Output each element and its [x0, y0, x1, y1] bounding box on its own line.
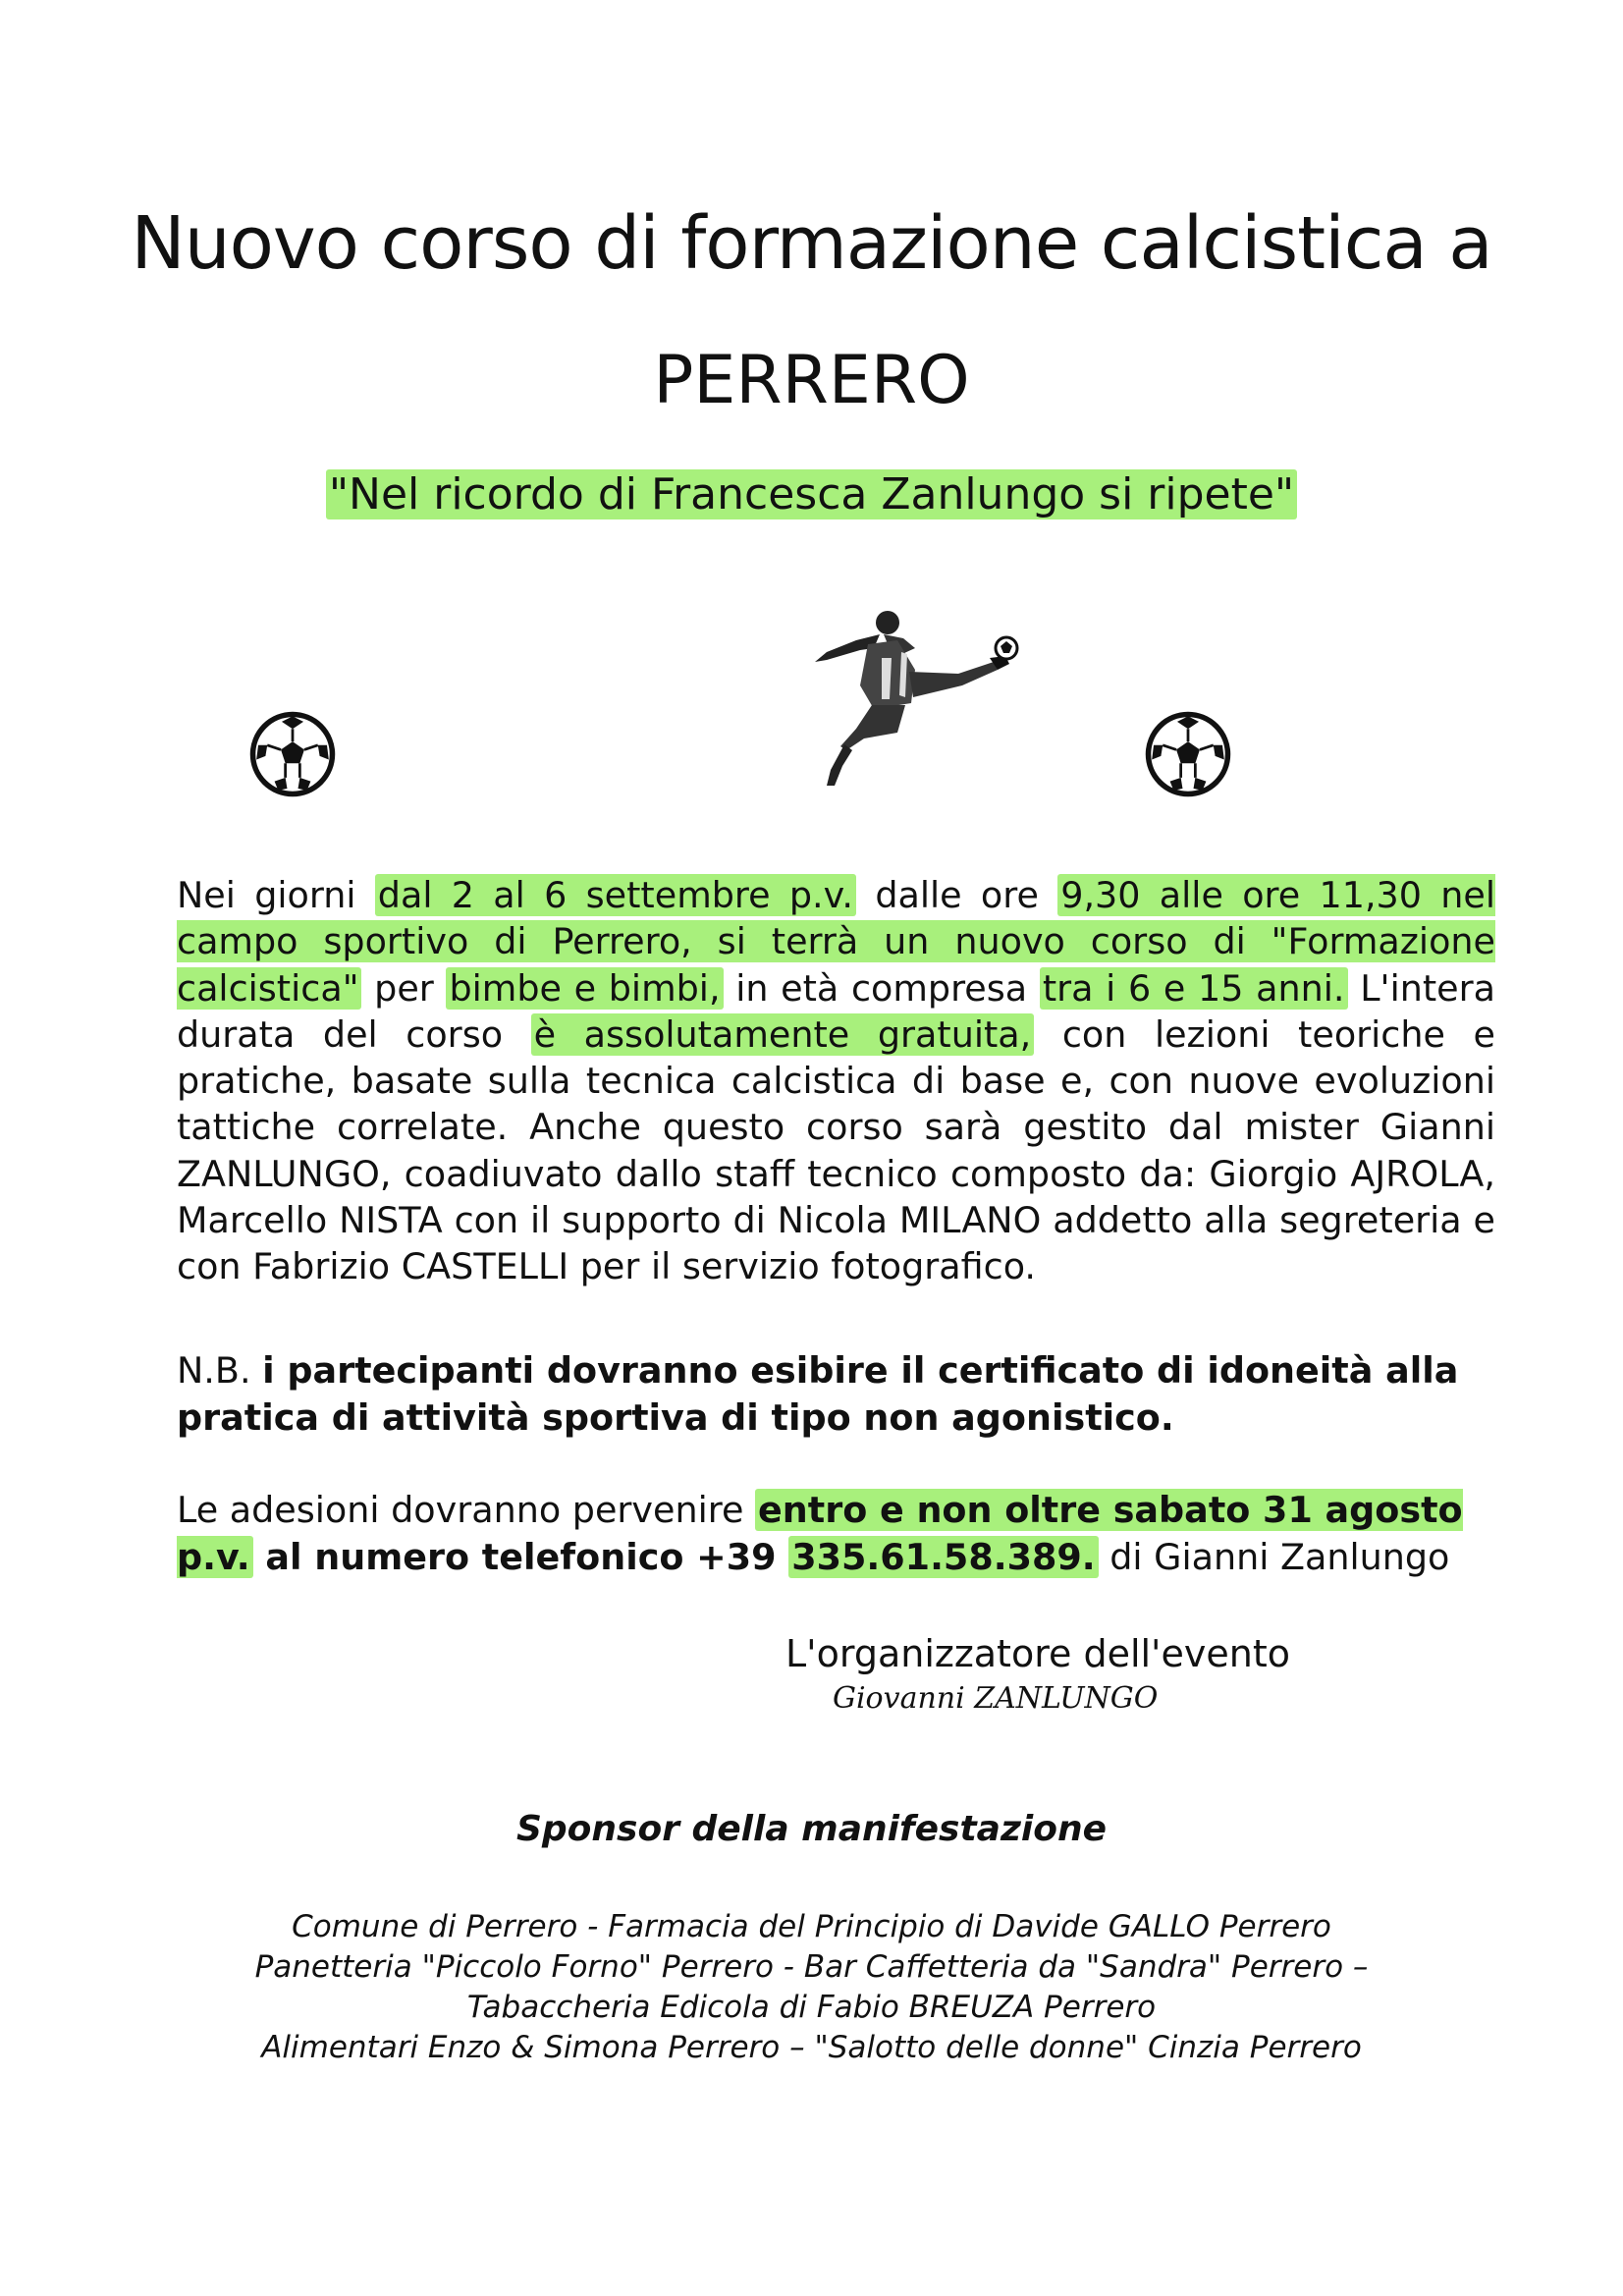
organizer-signature: Giovanni ZANLUNGO — [833, 1681, 1159, 1716]
body-text: dalle ore — [856, 874, 1058, 916]
course-description — [177, 872, 1495, 1290]
body-highlight: 9,30 alle ore 11,30 nel campo sportivo di Perrero, si terrà un nuovo corso di "Formazione calcistica" — [177, 874, 1496, 1010]
sponsor-line: Panetteria "Piccolo Forno" Perrero - Bar Caffetteria da "Sandra" Perrero – — [254, 1949, 1369, 1985]
page-title-line2: PERRERO — [653, 342, 970, 419]
sponsor-title-rest: della manifestazione — [678, 1809, 1108, 1849]
sponsor-line: Tabaccheria Edicola di Fabio BREUZA Perrero — [466, 1990, 1157, 2025]
body-highlight: tra i 6 e 15 anni. — [1040, 967, 1348, 1010]
soccer-player-kicking-icon — [766, 601, 1021, 807]
page-title-line1: Nuovo corso di formazione calcistica a — [131, 201, 1492, 286]
phone-label: al numero telefonico +39 — [252, 1536, 789, 1578]
registration-prefix: Le adesioni dovranno pervenire — [177, 1489, 756, 1531]
subtitle-highlight: "Nel ricordo di Francesca Zanlungo si ripete" — [326, 469, 1297, 519]
soccer-ball-icon — [1143, 709, 1233, 799]
body-text: L'intera durata del corso — [177, 966, 1495, 1056]
sponsor-title — [0, 1809, 1623, 1849]
sponsor-line: Alimentari Enzo & Simona Perrero – "Salotto delle donne" Cinzia Perrero — [261, 2030, 1362, 2065]
body-text: Nei giorni — [177, 874, 375, 916]
registration-deadline: entro e non oltre sabato 31 agosto p.v. — [177, 1489, 1463, 1578]
registration-info — [177, 1487, 1495, 1581]
body-text: in età compresa — [723, 966, 1040, 1010]
nb-text: i partecipanti dovranno esibire il certificato di idoneità alla pratica di attività sportiva di tipo non agonistico. — [177, 1349, 1459, 1439]
sponsor-title-bold: Sponsor — [515, 1809, 679, 1849]
phone-number: 335.61.58.389. — [788, 1536, 1098, 1578]
soccer-ball-icon — [247, 709, 338, 799]
body-highlight: dal 2 al 6 settembre p.v. — [375, 874, 856, 916]
body-highlight: bimbe e bimbi, — [446, 967, 723, 1010]
body-text: con lezioni teoriche e pratiche, basate sulla tecnica calcistica di base e, con nuove evoluzioni tattiche correlate. Anche questo corso sarà gestito dal mister Gianni ZANLUNGO, coadiuvato dallo staff tecnico composto da: Giorgio AJROLA, Marcello NISTA con il supporto di Nicola MILANO addetto alla segreteria e con Fabrizio CASTELLI per il servizio fotografico. — [177, 1012, 1495, 1288]
registration-suffix: di Gianni Zanlungo — [1098, 1536, 1450, 1578]
sponsor-line: Comune di Perrero - Farmacia del Principio di Davide GALLO Perrero — [292, 1909, 1331, 1944]
organizer-label: L'organizzatore dell'evento — [785, 1632, 1290, 1675]
nb-prefix: N.B. — [177, 1349, 263, 1392]
body-highlight: è assolutamente gratuita, — [531, 1013, 1035, 1056]
subtitle — [0, 469, 1623, 519]
nb-note — [177, 1347, 1495, 1442]
body-text: per — [361, 966, 447, 1010]
